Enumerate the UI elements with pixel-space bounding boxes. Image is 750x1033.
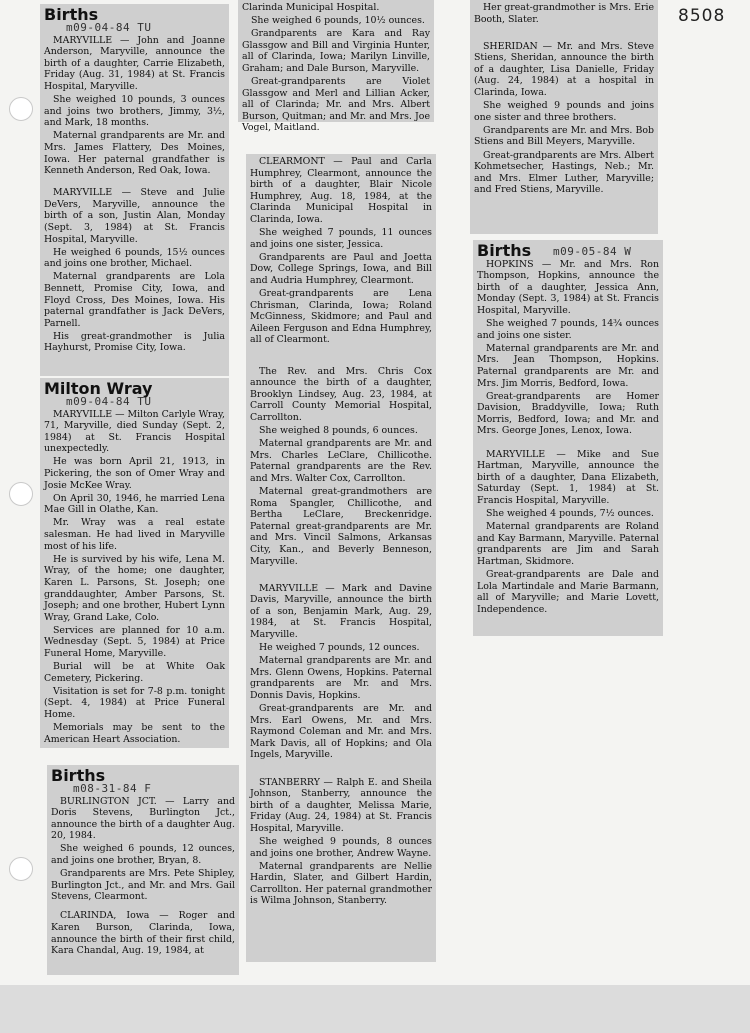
births-heading: Births <box>44 5 99 24</box>
paragraph: Mr. Wray was a real estate salesman. He had lived in Maryville most of his life. <box>44 517 225 552</box>
paragraph: HOPKINS — Mr. and Mrs. Ron Thompson, Hopkins, announce the birth of a daughter, Jessica Ann, Monday (Sept. 3, 1984) at St. Francis Hospital, Maryville. <box>477 258 659 316</box>
paragraph: He weighed 7 pounds, 12 ounces. <box>259 642 420 654</box>
births-heading: Births <box>477 241 532 260</box>
paragraph: She weighed 9 pounds and joins one sister and three brothers. <box>474 100 654 123</box>
burson-continued-clipping <box>238 0 434 134</box>
paragraph: She weighed 4 pounds, 7½ ounces. <box>486 507 654 519</box>
paragraph: Grandparents are Paul and Joetta Dow, College Springs, Iowa, and Bill and Audria Humphrey, Clearmont. <box>250 251 432 286</box>
paragraph: Her great-grandmother is Mrs. Erie Booth, Slater. <box>474 2 654 25</box>
burson-announcement-start: CLARINDA, Iowa — Roger and Karen Burson, Clarinda, Iowa, announce the birth of their first child, Kara Chandal, Aug. 19, 1984, at <box>51 910 235 957</box>
births-clipping-3 <box>246 154 436 962</box>
handwritten-date: m09-05-84 W <box>553 245 632 258</box>
births-clipping-1 <box>40 4 229 376</box>
anderson-announcement <box>44 35 225 177</box>
paragraph: MARYVILLE — Milton Carlyle Wray, 71, Maryville, died Sunday (Sept. 2, 1984) at St. Francis Hospital unexpectedly. <box>44 408 225 455</box>
paragraph: Maternal grandparents are Mr. and Mrs. James Flattery, Des Moines, Iowa. Her paternal grandfather is Kenneth Anderson, Red Oak, Iowa. <box>44 130 225 177</box>
paragraph: MARYVILLE — John and Joanne Anderson, Maryville, announce the birth of a daughter, Carrie Elizabeth, Friday (Aug. 31, 1984) at St. Francis Hospital, Maryville. <box>44 34 225 92</box>
humphrey-announcement <box>250 156 432 346</box>
scan-bottom-edge <box>0 985 750 1033</box>
paragraph: Maternal grandparents are Mr. and Mrs. Glenn Owens, Hopkins. Paternal grandparents are Mr. and Mrs. Donnis Davis, Hopkins. <box>250 655 432 701</box>
paragraph: The Rev. and Mrs. Chris Cox announce the birth of a daughter, Brooklyn Lindsey, Aug. 23, 1984, at Carroll County Memorial Hospital, Carrollton. <box>250 365 432 423</box>
paragraph: Services are planned for 10 a.m. Wednesday (Sept. 5, 1984) at Price Funeral Home, Maryville. <box>44 624 225 659</box>
paragraph: Maternal grandparents are Nellie Hardin, Slater, and Gilbert Hardin, Carrollton. Her paternal grandmother is Wilma Johnson, Stanberry. <box>250 860 432 907</box>
paragraph: She weighed 7 pounds, 14¾ ounces and joins one sister. <box>477 318 659 341</box>
paragraph: She weighed 6 pounds, 10½ ounces. <box>251 15 425 27</box>
births-clipping-4 <box>470 0 658 234</box>
paragraph: CLEARMONT — Paul and Carla Humphrey, Clearmont, announce the birth of a daughter, Blair Nicole Humphrey, Aug. 18, 1984, at the Clarinda Municipal Hospital in Clarinda, Iowa. <box>250 156 432 225</box>
paragraph: Great-grandparents are Dale and Lola Martindale and Marie Barmann, all of Maryville; and Marie Lovett, Independence. <box>477 568 659 615</box>
births-clipping-2 <box>47 765 239 975</box>
handwritten-date: m09-04-84 TU <box>66 395 152 408</box>
paragraph: MARYVILLE — Steve and Julie DeVers, Maryville, announce the birth of a son, Justin Alan, Monday (Sept. 3, 1984) at St. Francis Hospital, Maryville. <box>44 187 225 245</box>
page-number: 8508 <box>678 6 726 26</box>
handwritten-date: m09-04-84 TU <box>66 21 152 34</box>
handwritten-date: m08-31-84 F <box>73 782 152 795</box>
binder-hole <box>9 857 33 881</box>
paragraph: Clarinda Municipal Hospital. <box>242 2 380 13</box>
paragraph: Maternal grandparents are Roland and Kay Barmann, Maryville. Paternal grandparents are Jim and Sarah Hartman, Skidmore. <box>477 521 659 567</box>
stevens-announcement <box>51 796 235 903</box>
paragraph: MARYVILLE — Mike and Sue Hartman, Maryville, announce the birth of a daughter, Dana Elizabeth, Saturday (Sept. 1, 1984) at St. Francis Hospital, Maryville. <box>477 448 659 506</box>
paragraph: She weighed 8 pounds, 6 ounces. <box>259 424 418 436</box>
paragraph: She weighed 6 pounds, 12 ounces, and joins one brother, Bryan, 8. <box>51 843 235 867</box>
paragraph: Burial will be at White Oak Cemetery, Pickering. <box>44 661 225 684</box>
paragraph: Memorials may be sent to the American Heart Association. <box>44 722 225 745</box>
paragraph: Maternal grandparents are Mr. and Mrs. Charles LeClare, Chillicothe. Paternal grandparents are the Rev. and Mrs. Walter Cox, Carrollton. <box>250 438 432 484</box>
paragraph: She weighed 9 pounds, 8 ounces and joins one brother, Andrew Wayne. <box>250 835 432 859</box>
obituary-clipping <box>40 378 229 748</box>
hartman-announcement <box>477 449 659 616</box>
paragraph: Grandparents are Kara and Ray Glassgow and Bill and Virginia Hunter, all of Clarinda, Iowa; Marilyn Linville, Graham; and Dale Burson, Maryville. <box>242 28 430 74</box>
paragraph: Maternal grandparents are Mr. and Mrs. Jean Thompson, Hopkins. Paternal grandparents are Mr. and Mrs. Jim Morris, Bedford, Iowa. <box>477 342 659 389</box>
paragraph: Great-grandparents are Mrs. Albert Kohmetsecher, Hastings, Neb.; Mr. and Mrs. Elmer Luther, Maryville; and Fred Stiens, Maryville. <box>474 149 654 196</box>
johnson-announcement <box>250 777 432 908</box>
paragraph: Great-grandparents are Lena Chrisman, Clarinda, Iowa; Roland McGinness, Skidmore; and Paul and Aileen Ferguson and Edna Humphrey, all of Clearmont. <box>250 288 432 346</box>
paragraph: Grandparents are Mrs. Pete Shipley, Burlington Jct., and Mr. and Mrs. Gail Stevens, Clearmont. <box>51 868 235 903</box>
paragraph: He is survived by his wife, Lena M. Wray, of the home; one daughter, Karen L. Parsons, St. Joseph; one granddaughter, Amber Parsons, St. Joseph; and one brother, Hubert Lynn Wray, Grand Lake, Colo. <box>44 553 225 623</box>
devers-announcement <box>44 187 225 354</box>
paragraph: She weighed 10 pounds, 3 ounces and joins two brothers, Jimmy, 3½, and Mark, 18 months. <box>44 94 225 129</box>
paragraph: She weighed 7 pounds, 11 ounces and joins one sister, Jessica. <box>250 227 432 250</box>
obituary-heading: Milton Wray <box>44 379 153 398</box>
paragraph: Visitation is set for 7-8 p.m. tonight (Sept. 4, 1984) at Price Funeral Home. <box>44 685 225 720</box>
stiens-announcement <box>474 41 654 196</box>
paragraph: Grandparents are Mr. and Mrs. Bob Stiens and Bill Meyers, Maryville. <box>474 124 654 148</box>
paragraph: His great-grandmother is Julia Hayhurst, Promise City, Iowa. <box>44 330 225 354</box>
binder-hole <box>9 482 33 506</box>
paragraph: Great-grandparents are Violet Glassgow and Merl and Lillian Acker, all of Clarinda; Mr. and Mrs. Albert Burson, Quitman; and Mr. and Mrs. Joe Vogel, Maitland. <box>242 76 430 134</box>
paragraph: Great-grandparents are Homer Davision, Braddyville, Iowa; Ruth Morris, Bedford, Iowa; and Mr. and Mrs. George Jones, Lenox, Iowa. <box>477 390 659 437</box>
births-clipping-5 <box>473 240 663 636</box>
paragraph: On April 30, 1946, he married Lena Mae Gill in Olathe, Kan. <box>44 492 225 516</box>
cox-announcement <box>250 366 432 568</box>
paragraph: Maternal grandparents are Lola Bennett, Promise City, Iowa, and Floyd Cross, Des Moines, Iowa. His paternal grandfather is Jack DeVers, Parnell. <box>44 271 225 329</box>
paragraph: Maternal great-grandmothers are Roma Spangler, Chillicothe, and Bertha LeClare, Breckenridge. Paternal great-grandparents are Mr. and Mrs. Vincil Salmons, Arkansas City, Kan., and Beverly Benneson, Maryville. <box>250 485 432 567</box>
paragraph: He weighed 6 pounds, 15½ ounces and joins one brother, Michael. <box>44 246 225 270</box>
paragraph: SHERIDAN — Mr. and Mrs. Steve Stiens, Sheridan, announce the birth of a daughter, Lisa Danielle, Friday (Aug. 24, 1984) at a hospital in Clarinda, Iowa. <box>474 40 654 99</box>
davis-announcement <box>250 583 432 761</box>
paragraph: MARYVILLE — Mark and Davine Davis, Maryville, announce the birth of a son, Benjamin Mark, Aug. 29, 1984, at St. Francis Hospital, Maryville. <box>250 582 432 640</box>
births-heading: Births <box>51 766 106 785</box>
thompson-announcement <box>477 259 659 437</box>
paragraph: He was born April 21, 1913, in Pickering, the son of Omer Wray and Josie McKee Wray. <box>44 456 225 491</box>
binder-hole <box>9 97 33 121</box>
paragraph: STANBERRY — Ralph E. and Sheila Johnson, Stanberry, announce the birth of a daughter, Melissa Marie, Friday (Aug. 24, 1984) at St. Francis Hospital, Maryville. <box>250 776 432 834</box>
paragraph: BURLINGTON JCT. — Larry and Doris Stevens, Burlington Jct., announce the birth of a daughter Aug. 20, 1984. <box>51 795 235 842</box>
paragraph: Great-grandparents are Mr. and Mrs. Earl Owens, Mr. and Mrs. Raymond Coleman and Mr. and Mrs. Mark Davis, all of Hopkins; and Ola Ingels, Maryville. <box>250 703 432 761</box>
